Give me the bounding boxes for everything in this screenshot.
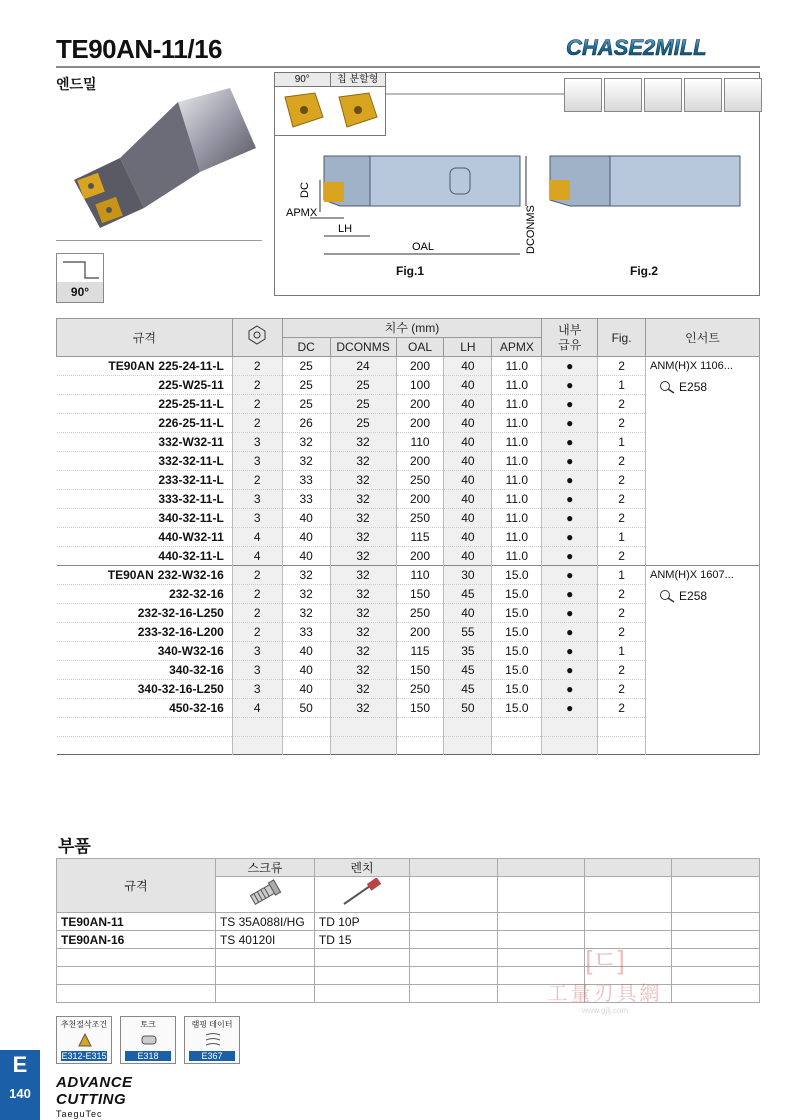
fig2-caption: Fig.2 — [630, 264, 659, 278]
oal-value: 250 — [396, 471, 444, 490]
apmx-value: 11.0 — [492, 433, 542, 452]
fig-value: 2 — [598, 490, 646, 509]
coolant-value: ● — [542, 566, 598, 585]
model-code — [57, 357, 233, 376]
dconms-value: 32 — [330, 642, 396, 661]
fig-value: 1 — [598, 376, 646, 395]
oal-value: 115 — [396, 642, 444, 661]
insert-code: ANM(H)X 1607... — [650, 569, 734, 581]
screw-code: TS 35A088I/HG — [215, 913, 314, 931]
section-letter: E — [12, 1052, 28, 1077]
magnifier-icon — [658, 380, 676, 394]
svg-text:DC: DC — [299, 182, 311, 198]
flute-count: 2 — [232, 566, 282, 585]
model-code — [57, 566, 233, 585]
dc-value: 40 — [282, 547, 330, 566]
coolant-value: ● — [542, 509, 598, 528]
dconms-value: 32 — [330, 566, 396, 585]
apmx-value: 11.0 — [492, 547, 542, 566]
acc-header-wrench: 렌치 — [314, 859, 409, 877]
flute-count: 4 — [232, 699, 282, 718]
svg-text:LH: LH — [338, 223, 353, 235]
coolant-value: ● — [542, 357, 598, 376]
header-spec: 규격 — [57, 319, 233, 357]
dc-value: 25 — [282, 395, 330, 414]
coolant-value: ● — [542, 680, 598, 699]
model-code: 226-25-11-L — [57, 414, 233, 433]
dc-value: 25 — [282, 357, 330, 376]
model-code: 440-W32-11 — [57, 528, 233, 547]
slotting-icon — [644, 78, 682, 112]
coolant-value: ● — [542, 528, 598, 547]
flute-count-icon — [232, 319, 282, 357]
flute-count: 2 — [232, 414, 282, 433]
dc-value: 40 — [282, 509, 330, 528]
dconms-value: 32 — [330, 433, 396, 452]
table-row — [57, 566, 760, 585]
fig-value: 1 — [598, 528, 646, 547]
oal-value: 150 — [396, 585, 444, 604]
angle-symbol-icon — [57, 254, 103, 282]
title-divider — [56, 66, 760, 68]
flute-count: 3 — [232, 509, 282, 528]
oal-value: 100 — [396, 376, 444, 395]
acc-header-spec: 규격 — [57, 859, 216, 913]
svg-text:APMX: APMX — [286, 207, 318, 219]
svg-text:DCONMS: DCONMS — [525, 205, 537, 254]
oal-value: 250 — [396, 604, 444, 623]
apmx-value: 15.0 — [492, 661, 542, 680]
ramping-icon — [684, 78, 722, 112]
fig-value: 1 — [598, 642, 646, 661]
apmx-value: 11.0 — [492, 357, 542, 376]
dc-value: 50 — [282, 699, 330, 718]
fig-value: 2 — [598, 547, 646, 566]
dconms-value: 32 — [330, 452, 396, 471]
table-row — [57, 357, 760, 376]
face-milling-icon — [564, 78, 602, 112]
apmx-value: 15.0 — [492, 604, 542, 623]
model-code: 232-32-16-L250 — [57, 604, 233, 623]
dconms-value: 32 — [330, 547, 396, 566]
oal-value: 110 — [396, 433, 444, 452]
wrench-code: TD 15 — [314, 931, 409, 949]
dc-value: 25 — [282, 376, 330, 395]
torque-icon — [139, 1030, 159, 1050]
header-dconms: DCONMS — [330, 338, 396, 357]
coolant-value: ● — [542, 699, 598, 718]
lh-value: 45 — [444, 585, 492, 604]
lh-value: 40 — [444, 433, 492, 452]
model-suffix: 232-W32-16 — [157, 568, 224, 582]
model-code: 233-32-11-L — [57, 471, 233, 490]
dconms-value: 25 — [330, 414, 396, 433]
torque-ref[interactable]: 토크 E318 — [120, 1016, 176, 1064]
dc-value: 32 — [282, 604, 330, 623]
photo-divider — [56, 240, 262, 241]
insert-icons — [275, 87, 385, 135]
apmx-value: 15.0 — [492, 623, 542, 642]
dc-value: 32 — [282, 585, 330, 604]
fig2-drawing — [540, 140, 750, 250]
lh-value: 55 — [444, 623, 492, 642]
apmx-value: 15.0 — [492, 699, 542, 718]
model-prefix: TE90AN — [107, 568, 154, 582]
dc-value: 32 — [282, 452, 330, 471]
dc-value: 40 — [282, 661, 330, 680]
apmx-value: 11.0 — [492, 509, 542, 528]
coolant-value: ● — [542, 376, 598, 395]
dconms-value: 32 — [330, 699, 396, 718]
wrench-code: TD 10P — [314, 913, 409, 931]
coolant-value: ● — [542, 414, 598, 433]
model-code: 333-32-11-L — [57, 490, 233, 509]
apmx-value: 11.0 — [492, 376, 542, 395]
accessory-row — [57, 913, 760, 931]
flute-count: 3 — [232, 642, 282, 661]
oal-value: 250 — [396, 509, 444, 528]
dconms-value: 32 — [330, 623, 396, 642]
lh-value: 50 — [444, 699, 492, 718]
dconms-value: 32 — [330, 471, 396, 490]
fig-value: 2 — [598, 452, 646, 471]
fig1-drawing — [280, 140, 540, 270]
insert-page-ref[interactable]: E258 — [658, 587, 707, 605]
dc-value: 33 — [282, 490, 330, 509]
header-dc: DC — [282, 338, 330, 357]
dconms-value: 32 — [330, 528, 396, 547]
model-prefix: TE90AN — [108, 359, 155, 373]
flute-count: 2 — [232, 604, 282, 623]
magnifier-icon — [658, 589, 676, 603]
fig-value: 2 — [598, 585, 646, 604]
header-oal: OAL — [396, 338, 444, 357]
dconms-value: 24 — [330, 357, 396, 376]
apmx-value: 15.0 — [492, 566, 542, 585]
flute-count: 2 — [232, 376, 282, 395]
apmx-value: 15.0 — [492, 642, 542, 661]
accessory-model: TE90AN-11 — [57, 913, 216, 931]
model-code: 340-32-11-L — [57, 509, 233, 528]
coolant-value: ● — [542, 490, 598, 509]
lh-value: 35 — [444, 642, 492, 661]
category-label: 엔드밀 — [56, 76, 97, 92]
helical-milling-icon — [724, 78, 762, 112]
application-icons — [564, 78, 762, 112]
screw-icon — [215, 877, 314, 913]
oal-value: 200 — [396, 547, 444, 566]
lh-value: 40 — [444, 509, 492, 528]
coolant-value: ● — [542, 661, 598, 680]
oal-value: 150 — [396, 699, 444, 718]
coolant-value: ● — [542, 604, 598, 623]
model-code: 232-32-16 — [57, 585, 233, 604]
product-table — [56, 318, 760, 755]
insert-cell — [646, 357, 760, 566]
apmx-value: 11.0 — [492, 528, 542, 547]
lh-value: 40 — [444, 490, 492, 509]
fig-value: 1 — [598, 566, 646, 585]
flute-count: 3 — [232, 490, 282, 509]
wrench-icon — [314, 877, 409, 913]
lh-value: 45 — [444, 680, 492, 699]
model-code: 340-32-16 — [57, 661, 233, 680]
leader-line — [386, 92, 566, 96]
model-code: 225-25-11-L — [57, 395, 233, 414]
apmx-value: 11.0 — [492, 395, 542, 414]
apmx-value: 11.0 — [492, 414, 542, 433]
flute-count: 2 — [232, 585, 282, 604]
header-dims-group: 치수 (mm) — [282, 319, 542, 338]
oal-value: 200 — [396, 414, 444, 433]
insert-type-box — [274, 72, 386, 136]
coolant-value: ● — [542, 585, 598, 604]
flute-count: 3 — [232, 433, 282, 452]
acc-header-screw: 스크류 — [215, 859, 314, 877]
model-code: 233-32-16-L200 — [57, 623, 233, 642]
coolant-value: ● — [542, 433, 598, 452]
flute-count: 3 — [232, 661, 282, 680]
oal-value: 200 — [396, 490, 444, 509]
oal-value: 115 — [396, 528, 444, 547]
fig-value: 2 — [598, 414, 646, 433]
oal-value: 250 — [396, 680, 444, 699]
fig-value: 2 — [598, 357, 646, 376]
lh-value: 40 — [444, 471, 492, 490]
dconms-value: 32 — [330, 490, 396, 509]
lh-value: 40 — [444, 357, 492, 376]
apmx-value: 11.0 — [492, 490, 542, 509]
dconms-value: 32 — [330, 604, 396, 623]
cutting-conditions-icon — [75, 1030, 95, 1050]
insert-page-ref[interactable]: E258 — [658, 378, 707, 396]
svg-text:CHASE2MILL: CHASE2MILL — [566, 35, 707, 60]
lead-angle-label: 90° — [57, 282, 103, 302]
lh-value: 40 — [444, 395, 492, 414]
dc-value: 32 — [282, 566, 330, 585]
lh-value: 30 — [444, 566, 492, 585]
fig-value: 2 — [598, 471, 646, 490]
insert-code: ANM(H)X 1106... — [650, 360, 733, 372]
dconms-value: 32 — [330, 509, 396, 528]
svg-text:OAL: OAL — [412, 241, 435, 253]
footer-logo: ADVANCE CUTTING TaeguTec — [56, 1074, 133, 1119]
lh-value: 40 — [444, 547, 492, 566]
fig-value: 2 — [598, 604, 646, 623]
endmill-photo — [60, 88, 270, 238]
lh-value: 40 — [444, 528, 492, 547]
model-code: 225-W25-11 — [57, 376, 233, 395]
dconms-value: 25 — [330, 395, 396, 414]
lh-value: 40 — [444, 414, 492, 433]
flute-count: 2 — [232, 471, 282, 490]
accessory-model: TE90AN-16 — [57, 931, 216, 949]
flute-count: 4 — [232, 528, 282, 547]
flute-count: 3 — [232, 452, 282, 471]
flute-count: 2 — [232, 395, 282, 414]
coolant-value: ● — [542, 547, 598, 566]
dc-value: 40 — [282, 680, 330, 699]
oal-value: 110 — [396, 566, 444, 585]
insert-cell — [646, 566, 760, 755]
model-code: 440-32-11-L — [57, 547, 233, 566]
coolant-value: ● — [542, 471, 598, 490]
model-code: 340-W32-16 — [57, 642, 233, 661]
apmx-value: 15.0 — [492, 585, 542, 604]
header-insert: 인서트 — [646, 319, 760, 357]
lead-angle-box — [56, 253, 104, 303]
flute-count: 4 — [232, 547, 282, 566]
lh-value: 45 — [444, 661, 492, 680]
dconms-value: 32 — [330, 680, 396, 699]
header-coolant: 내부 급유 — [542, 319, 598, 357]
dc-value: 33 — [282, 471, 330, 490]
fig1-caption: Fig.1 — [396, 264, 425, 278]
coolant-value: ● — [542, 395, 598, 414]
lh-value: 40 — [444, 604, 492, 623]
dconms-value: 32 — [330, 585, 396, 604]
accessories-heading: 부품 — [58, 837, 91, 856]
ramping-data-ref[interactable]: 램핑 데이터 E367 — [184, 1016, 240, 1064]
coolant-value: ● — [542, 452, 598, 471]
insert-type-90: 90° — [294, 74, 310, 85]
apmx-value: 11.0 — [492, 452, 542, 471]
oal-value: 200 — [396, 395, 444, 414]
fig-value: 2 — [598, 623, 646, 642]
model-code: 450-32-16 — [57, 699, 233, 718]
cutting-conditions-ref[interactable]: 추천절삭조건 E312-E315 — [56, 1016, 112, 1064]
dc-value: 33 — [282, 623, 330, 642]
page-number: 140 — [9, 1086, 31, 1101]
header-fig: Fig. — [598, 319, 646, 357]
watermark: [ㄷ] 工量刃具網 www.gjlj.com — [547, 945, 663, 1015]
oal-value: 200 — [396, 357, 444, 376]
fig-value: 2 — [598, 661, 646, 680]
model-code: 332-32-11-L — [57, 452, 233, 471]
oal-value: 200 — [396, 623, 444, 642]
apmx-value: 11.0 — [492, 471, 542, 490]
dconms-value: 25 — [330, 376, 396, 395]
coolant-value: ● — [542, 642, 598, 661]
reference-icons — [56, 1016, 240, 1064]
page-title: TE90AN-11/16 — [56, 34, 222, 64]
dconms-value: 32 — [330, 661, 396, 680]
ramping-icon — [203, 1030, 223, 1050]
flute-count: 3 — [232, 680, 282, 699]
fig-value: 1 — [598, 433, 646, 452]
brand-logo — [562, 28, 766, 64]
section-tab — [0, 1050, 40, 1120]
dc-value: 40 — [282, 528, 330, 547]
fig-value: 2 — [598, 395, 646, 414]
oal-value: 200 — [396, 452, 444, 471]
flute-count: 2 — [232, 623, 282, 642]
dc-value: 26 — [282, 414, 330, 433]
lh-value: 40 — [444, 452, 492, 471]
shoulder-milling-icon — [604, 78, 642, 112]
header-apmx: APMX — [492, 338, 542, 357]
oal-value: 150 — [396, 661, 444, 680]
dc-value: 40 — [282, 642, 330, 661]
coolant-value: ● — [542, 623, 598, 642]
dc-value: 32 — [282, 433, 330, 452]
model-code: 340-32-16-L250 — [57, 680, 233, 699]
header-lh: LH — [444, 338, 492, 357]
fig-value: 2 — [598, 509, 646, 528]
insert-type-chipsplit: 칩 분할형 — [330, 73, 386, 86]
apmx-value: 15.0 — [492, 680, 542, 699]
model-suffix: 225-24-11-L — [158, 359, 224, 373]
model-code: 332-W32-11 — [57, 433, 233, 452]
lh-value: 40 — [444, 376, 492, 395]
screw-code: TS 40120I — [215, 931, 314, 949]
flute-count: 2 — [232, 357, 282, 376]
fig-value: 2 — [598, 680, 646, 699]
fig-value: 2 — [598, 699, 646, 718]
